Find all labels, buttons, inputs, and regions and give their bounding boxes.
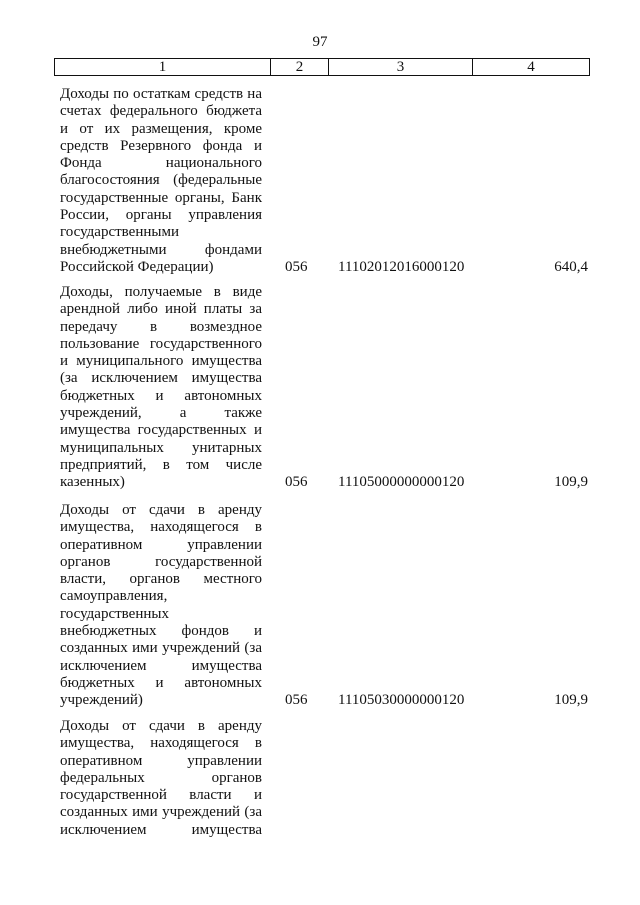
admin-code: 056 [285,692,308,709]
description-line: государственных [60,605,169,622]
table-row [60,284,588,492]
description-line: передачу в возмездное [60,318,262,335]
description-line: казенных) [60,474,125,491]
description-line: органов государственной [60,553,262,570]
admin-code: 056 [285,258,308,275]
description-line: имущества, находящегося в [60,735,262,752]
kbk-code: 11105000000000120 [338,474,465,491]
amount: 109,9 [554,474,588,491]
kbk-code: 11102012016000120 [338,258,465,275]
row-description [60,86,262,276]
description-line: исключением имущества [60,657,262,674]
row-description [60,284,262,492]
description-line: государственной власти и [60,787,262,804]
header-col-2: 2 [271,59,329,75]
description-line: федеральных органов [60,769,262,786]
description-line: средств Резервного фонда и [60,137,262,154]
description-line: имущества государственных и [60,422,262,439]
description-line: Доходы по остаткам средств на [60,86,262,102]
description-line: созданных ими учреждений (за [60,804,262,821]
description-line: государственными [60,224,179,241]
table-row [60,718,588,839]
description-line: (за исключением имущества [60,370,262,387]
description-line: арендной либо иной платы за [60,301,262,318]
header-col-3: 3 [329,59,473,75]
row-description [60,502,262,710]
header-col-4: 4 [527,59,535,75]
description-line: Доходы от сдачи в аренду [60,502,262,518]
table-row [60,502,588,710]
table-header [54,58,590,76]
description-line: и муниципального имущества [60,353,262,370]
description-line: внебюджетных фондов и [60,623,262,640]
description-line: Фонда национального [60,155,262,172]
description-line: Российской Федерации) [60,258,214,275]
table-row [60,86,588,276]
description-line: учреждений) [60,692,143,709]
page-number: 97 [312,34,328,50]
description-line: государственные органы, Банк [60,189,262,206]
kbk-code: 11105030000000120 [338,692,465,709]
description-line: и от их размещения, кроме [60,120,262,137]
description-line: России, органы управления [60,207,262,224]
description-line: оперативном управлении [60,752,262,769]
description-line: Доходы от сдачи в аренду [60,718,262,734]
description-line: имущества, находящегося в [60,519,262,536]
description-line: учреждений, а также [60,405,262,422]
amount: 109,9 [554,692,588,709]
description-line: власти, органов местного [60,571,262,588]
description-line: внебюджетными фондами [60,241,262,258]
description-line: предприятий, в том числе [60,456,262,473]
description-line: муниципальных унитарных [60,439,262,456]
description-line: созданных ими учреждений (за [60,640,262,657]
description-line: самоуправления, [60,588,168,605]
description-line: бюджетных и автономных [60,674,262,691]
description-line: оперативном управлении [60,536,262,553]
description-line: счетах федерального бюджета [60,103,262,120]
description-line: исключением имущества [60,821,262,838]
description-line: благосостояния (федеральные [60,172,262,189]
description-line: Доходы, получаемые в виде [60,284,262,300]
row-description [60,718,262,839]
description-line: пользование государственного [60,335,262,352]
amount: 640,4 [554,258,588,275]
header-col-1: 1 [55,59,271,75]
admin-code: 056 [285,474,308,491]
description-line: бюджетных и автономных [60,387,262,404]
